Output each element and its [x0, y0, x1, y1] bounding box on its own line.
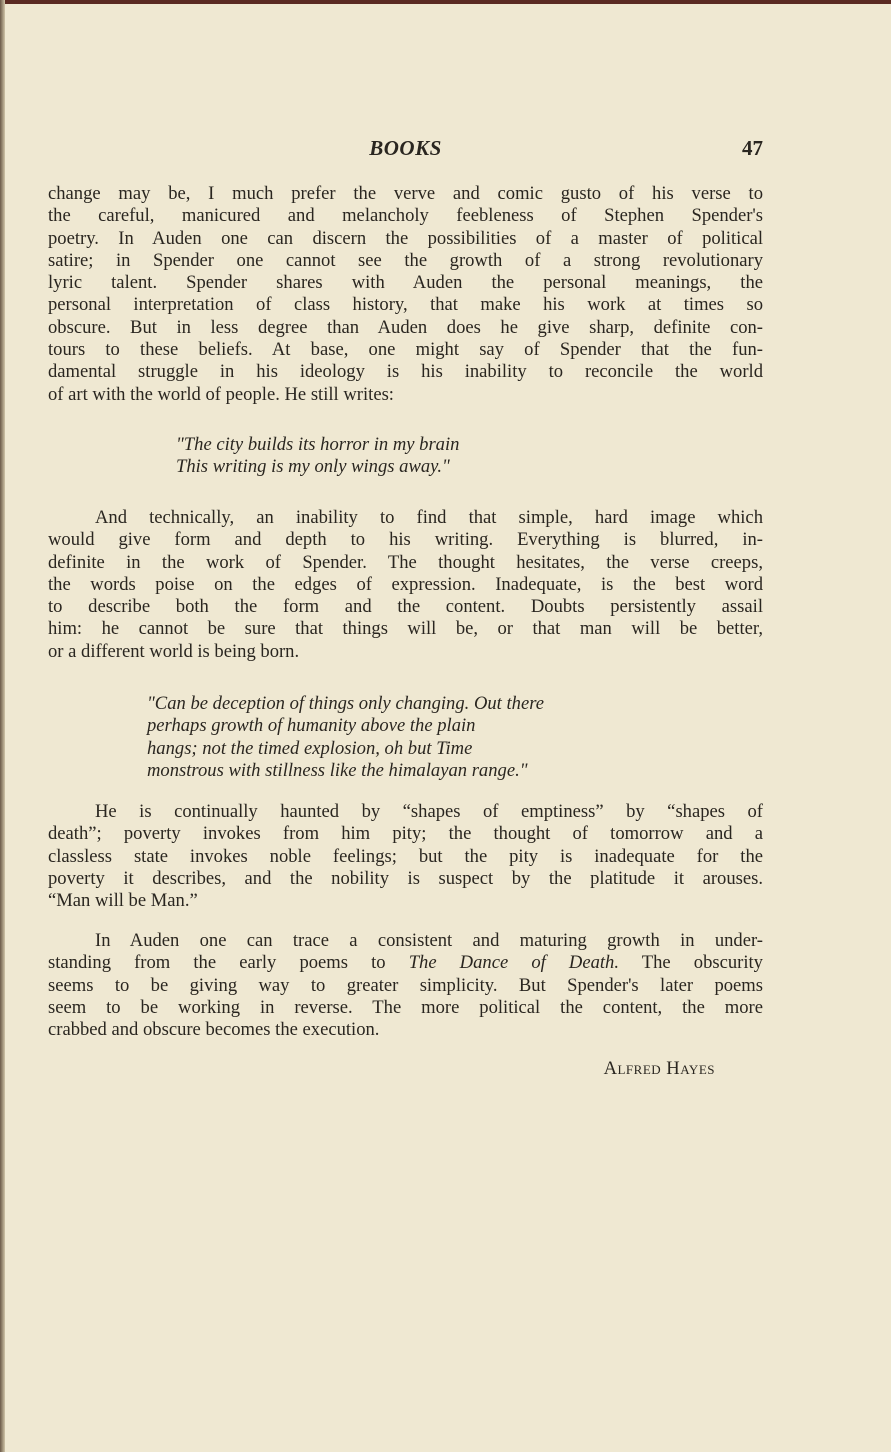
text-line: This writing is my only wings away."	[176, 456, 450, 478]
text-line: In Auden one can trace a consistent and maturing growth in under-	[95, 930, 763, 951]
text-line: definite in the work of Spender. The thought hesitates, the verse creeps,	[48, 551, 763, 573]
text-line: hangs; not the timed explosion, oh but Time	[147, 737, 473, 759]
text-line: classless state invokes noble feelings; but the pity is inadequate for the	[48, 845, 763, 867]
author-signature: Alfred Hayes	[603, 1058, 715, 1079]
text-line: him: he cannot be sure that things will be, or that man will be better,	[48, 618, 763, 640]
text-line: "The city builds its horror in my brain	[176, 434, 460, 455]
verse-quotation	[176, 434, 459, 479]
page-binding-edge	[0, 0, 5, 1452]
running-title: BOOKS	[369, 136, 442, 160]
page-header	[48, 136, 763, 166]
page-top-edge	[0, 0, 891, 4]
text-line	[48, 952, 763, 974]
text-line: perhaps growth of humanity above the plain	[147, 715, 476, 737]
text-line: And technically, an inability to find that simple, hard image which	[95, 507, 763, 528]
text-line: “Man will be Man.”	[48, 890, 198, 912]
paragraph	[48, 507, 763, 663]
text-line: change may be, I much prefer the verve and comic gusto of his verse to	[48, 183, 763, 204]
text-line: seem to be working in reverse. The more political the content, the more	[48, 996, 763, 1018]
text-line: monstrous with stillness like the himalayan range."	[147, 759, 528, 781]
text-line: of art with the world of people. He still writes:	[48, 383, 394, 405]
text-line: He is continually haunted by “shapes of emptiness” by “shapes of	[95, 801, 763, 822]
verse-quotation	[147, 693, 544, 782]
text-line: damental struggle in his ideology is his inability to reconcile the world	[48, 361, 763, 383]
text-line: crabbed and obscure becomes the execution.	[48, 1019, 380, 1041]
text-line: personal interpretation of class history, that make his work at times so	[48, 294, 763, 316]
page-number: 47	[742, 136, 763, 160]
paragraph	[48, 183, 763, 406]
text-line: satire; in Spender one cannot see the growth of a strong revolutionary	[48, 249, 763, 271]
text-line: "Can be deception of things only changing. Out there	[147, 693, 545, 714]
paragraph	[48, 930, 763, 1041]
text-line: obscure. But in less degree than Auden does he give sharp, definite con-	[48, 316, 763, 338]
text-segment: The obscurity	[618, 952, 763, 974]
text-line: tours to these beliefs. At base, one might say of Spender that the fun-	[48, 339, 763, 361]
text-line: to describe both the form and the content. Doubts persistently assail	[48, 596, 763, 618]
text-line: death”; poverty invokes from him pity; the thought of tomorrow and a	[48, 823, 763, 845]
text-line: lyric talent. Spender shares with Auden the personal meanings, the	[48, 272, 763, 294]
paragraph	[48, 801, 763, 912]
text-line: or a different world is being born.	[48, 640, 300, 662]
text-line: the careful, manicured and melancholy feebleness of Stephen Spender's	[48, 205, 763, 227]
text-line: seems to be giving way to greater simplicity. But Spender's later poems	[48, 974, 763, 996]
text-segment: standing from the early poems to	[48, 952, 409, 974]
text-line: poetry. In Auden one can discern the possibilities of a master of political	[48, 227, 763, 249]
text-line: the words poise on the edges of expression. Inadequate, is the best word	[48, 573, 763, 595]
text-line: poverty it describes, and the nobility is suspect by the platitude it arouses.	[48, 867, 763, 889]
text-line: would give form and depth to his writing. Everything is blurred, in-	[48, 529, 763, 551]
book-title: The Dance of Death.	[408, 952, 619, 974]
